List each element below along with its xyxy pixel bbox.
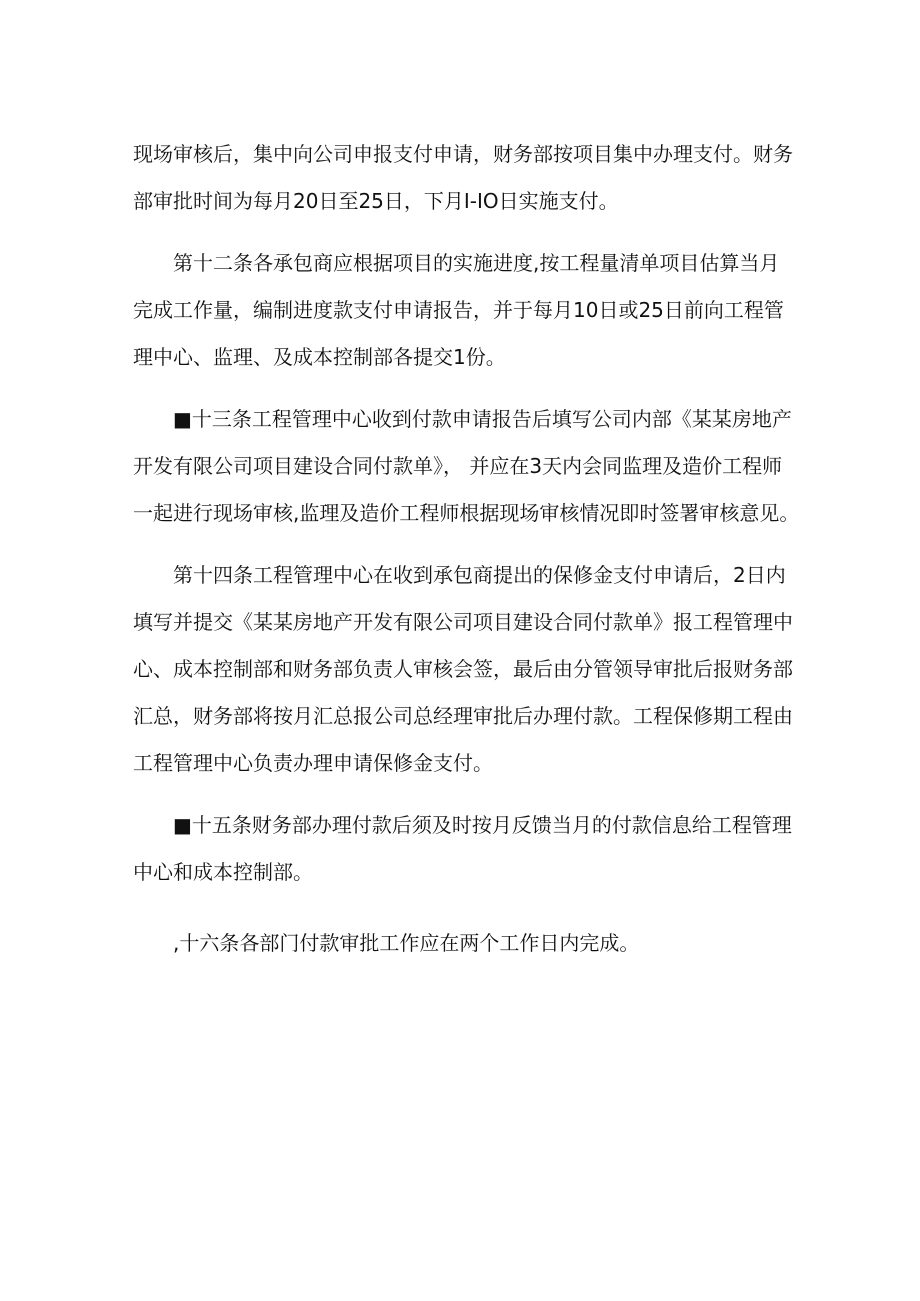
text-line: 开发有限公司项目建设合同付款单》， 并应在3天内会同监理及造价工程师 xyxy=(133,454,783,478)
text-line: 工程管理中心负责办理申请保修金支付。 xyxy=(133,751,493,775)
text-line: 理中心、监理、及成本控制部各提交1份。 xyxy=(133,345,506,369)
text-line: ■十五条财务部办理付款后须及时按月反馈当月的付款信息给工程管理 xyxy=(173,813,792,837)
text-line: ■十三条工程管理中心收到付款申请报告后填写公司内部《某某房地产 xyxy=(173,407,792,431)
text-line: 心、成本控制部和财务部负责人审核会签，最后由分管领导审批后报财务部 xyxy=(133,657,793,681)
text-line: 完成工作量，编制进度款支付申请报告，并于每月10日或25日前向工程管 xyxy=(133,298,784,322)
text-line: 汇总，财务部将按月汇总报公司总经理审批后办理付款。工程保修期工程由 xyxy=(133,704,793,728)
text-line: 填写并提交《某某房地产开发有限公司项目建设合同付款单》报工程管理中 xyxy=(133,610,793,634)
text-line: ,十六条各部门付款审批工作应在两个工作日内完成。 xyxy=(173,931,640,955)
text-line: 中心和成本控制部。 xyxy=(133,860,313,884)
text-line: 第十四条工程管理中心在收到承包商提出的保修金支付申请后，2日内 xyxy=(173,563,786,587)
text-line: 部审批时间为每月20日至25日，下月I-IO日实施支付。 xyxy=(133,189,619,213)
text-line: 一起进行现场审核,监理及造价工程师根据现场审核情况即时签署审核意见。 xyxy=(133,501,800,525)
text-line: 第十二条各承包商应根据项目的实施进度,按工程量清单项目估算当月 xyxy=(173,251,780,275)
text-line: 现场审核后，集中向公司申报支付申请，财务部按项目集中办理支付。财务 xyxy=(133,142,793,166)
